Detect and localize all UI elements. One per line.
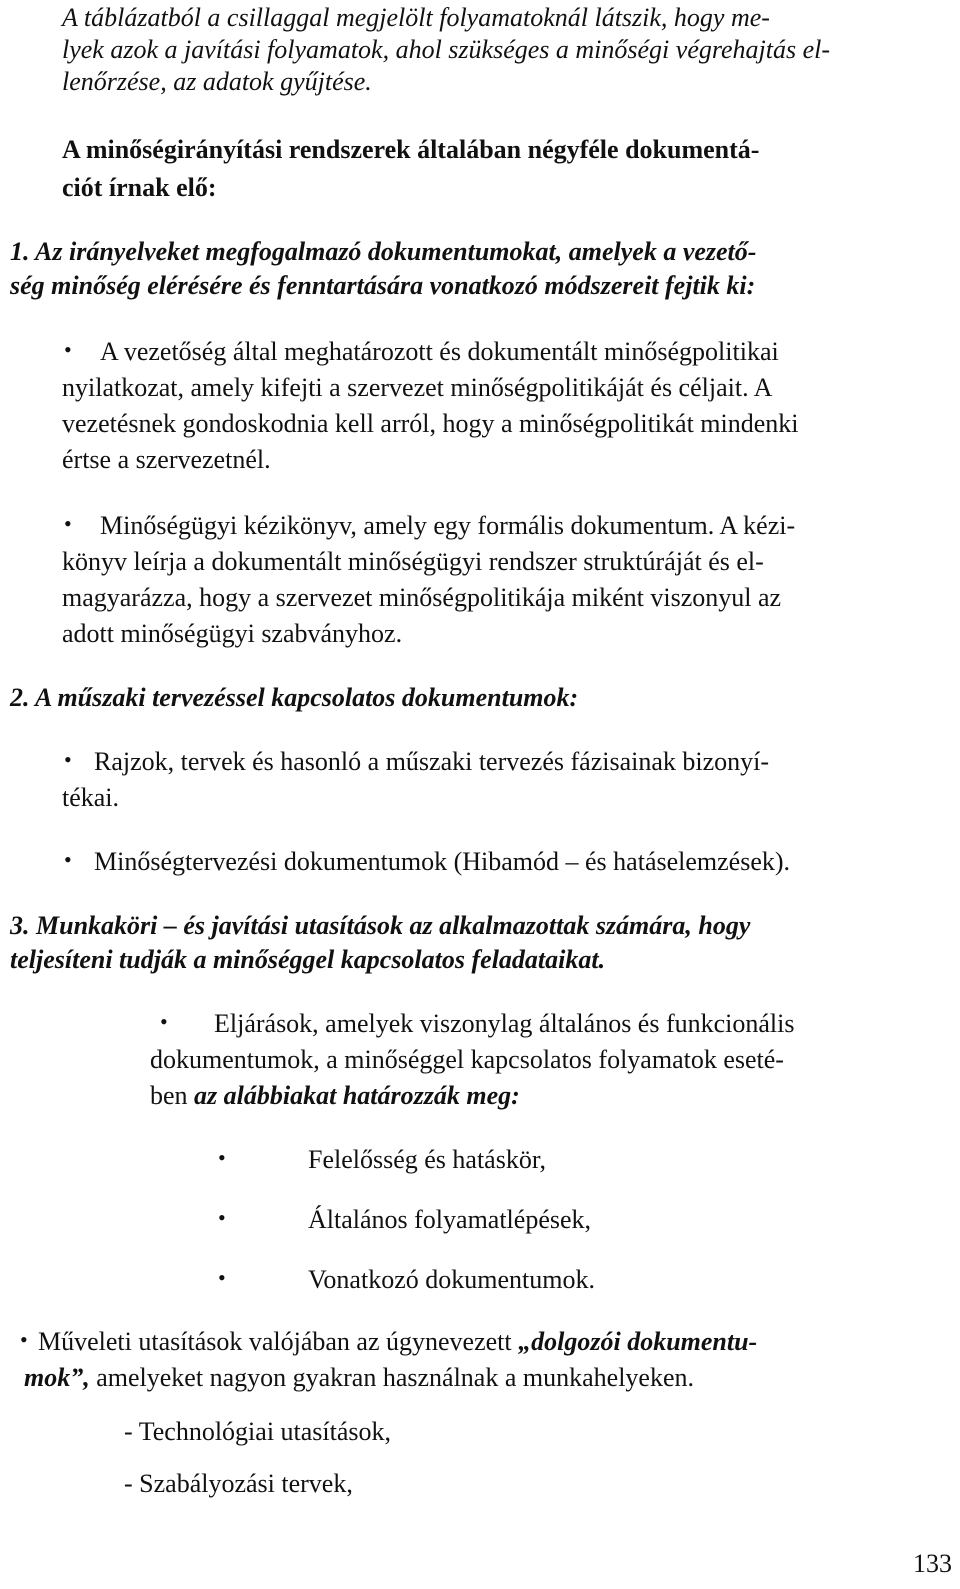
sub-item-2: Általános folyamatlépések, bbox=[308, 1205, 592, 1234]
s3-bullet1-line-3-plain: ben bbox=[150, 1081, 195, 1110]
intro-line-3: lenőrzése, az adatok gyűjtése. bbox=[62, 67, 372, 96]
sub-item-1: Felelősség és hatáskör, bbox=[308, 1145, 546, 1174]
main-heading-line-1: A minőségirányítási rendszerek általában négyféle dokumentá- bbox=[62, 135, 760, 164]
main-heading-line-2: ciót írnak elő: bbox=[62, 173, 217, 202]
bullet-icon: • bbox=[218, 1205, 226, 1230]
section3-heading-line-2: teljesíteni tudják a minőséggel kapcsolatos feladataikat. bbox=[10, 945, 606, 974]
bullet-icon: • bbox=[64, 511, 72, 536]
s3-bullet2-line-1-emphasis: „dolgozói dokumentu- bbox=[518, 1327, 758, 1356]
s2-bullet1-line-2: tékai. bbox=[62, 783, 120, 812]
intro-line-1: A táblázatból a csillaggal megjelölt folyamatoknál látszik, hogy me- bbox=[62, 3, 770, 32]
section1-heading-line-1: 1. Az irányelveket megfogalmazó dokumentumokat, amelyek a vezető- bbox=[10, 237, 757, 266]
s1-bullet2-line-1: Minőségügyi kézikönyv, amely egy formális dokumentum. A kézi- bbox=[100, 511, 796, 540]
intro-line-2: lyek azok a javítási folyamatok, ahol szükséges a minőségi végrehajtás el- bbox=[62, 35, 831, 64]
s3-bullet2-line-1 bbox=[38, 1326, 757, 1358]
s1-bullet1-line-1: A vezetőség által meghatározott és dokumentált minőségpolitikai bbox=[100, 337, 779, 366]
section1-heading-line-2: ség minőség elérésére és fenntartására vonatkozó módszereit fejtik ki: bbox=[10, 271, 756, 300]
s1-bullet1-line-3: vezetésnek gondoskodnia kell arról, hogy a minőségpolitikát mindenki bbox=[62, 409, 799, 438]
section2-heading: 2. A műszaki tervezéssel kapcsolatos dokumentumok: bbox=[10, 683, 579, 712]
s3-bullet1-line-3 bbox=[150, 1080, 520, 1112]
intro-paragraph bbox=[62, 2, 942, 98]
bullet-icon: • bbox=[64, 337, 72, 362]
s3-bullet1-line-2: dokumentumok, a minőséggel kapcsolatos folyamatok eseté- bbox=[150, 1045, 784, 1074]
s3-bullet1-line-1: Eljárások, amelyek viszonylag általános és funkcionális bbox=[214, 1009, 795, 1038]
s3-bullet2-line-2-plain: amelyeket nagyon gyakran használnak a munkahelyeken. bbox=[89, 1363, 694, 1392]
dash-item-2: - Szabályozási tervek, bbox=[124, 1469, 353, 1498]
s1-bullet1-line-4: értse a szervezetnél. bbox=[62, 445, 271, 474]
section3-heading-line-1: 3. Munkaköri – és javítási utasítások az alkalmazottak számára, hogy bbox=[10, 911, 751, 940]
bullet-icon: • bbox=[218, 1145, 226, 1170]
bullet-icon: • bbox=[218, 1265, 226, 1290]
s3-bullet2-line-1-plain: Műveleti utasítások valójában az úgynevezett bbox=[38, 1327, 519, 1356]
s2-bullet2: Minőségtervezési dokumentumok (Hibamód – és hatáselemzések). bbox=[94, 847, 791, 876]
s2-bullet1-line-1: Rajzok, tervek és hasonló a műszaki tervezés fázisainak bizonyí- bbox=[94, 747, 770, 776]
s1-bullet2-line-3: magyarázza, hogy a szervezet minőségpolitikája miként viszonyul az bbox=[62, 583, 782, 612]
s1-bullet2-line-2: könyv leírja a dokumentált minőségügyi rendszer struktúráját és el- bbox=[62, 547, 764, 576]
s1-bullet2-line-4: adott minőségügyi szabványhoz. bbox=[62, 619, 403, 648]
bullet-icon: • bbox=[64, 847, 72, 872]
bullet-icon: • bbox=[64, 747, 72, 772]
dash-item-1: - Technológiai utasítások, bbox=[124, 1417, 392, 1446]
bullet-icon: • bbox=[160, 1009, 168, 1034]
s3-bullet2-line-2 bbox=[24, 1362, 694, 1394]
s3-bullet1-line-3-emphasis: az alábbiakat határozzák meg: bbox=[194, 1081, 520, 1110]
s1-bullet1-line-2: nyilatkozat, amely kifejti a szervezet minőségpolitikáját és céljait. A bbox=[62, 373, 773, 402]
page-number: 133 bbox=[913, 1549, 952, 1578]
bullet-icon: • bbox=[20, 1327, 28, 1352]
sub-item-3: Vonatkozó dokumentumok. bbox=[308, 1265, 595, 1294]
s3-bullet2-line-2-emphasis: mok”, bbox=[24, 1363, 90, 1392]
